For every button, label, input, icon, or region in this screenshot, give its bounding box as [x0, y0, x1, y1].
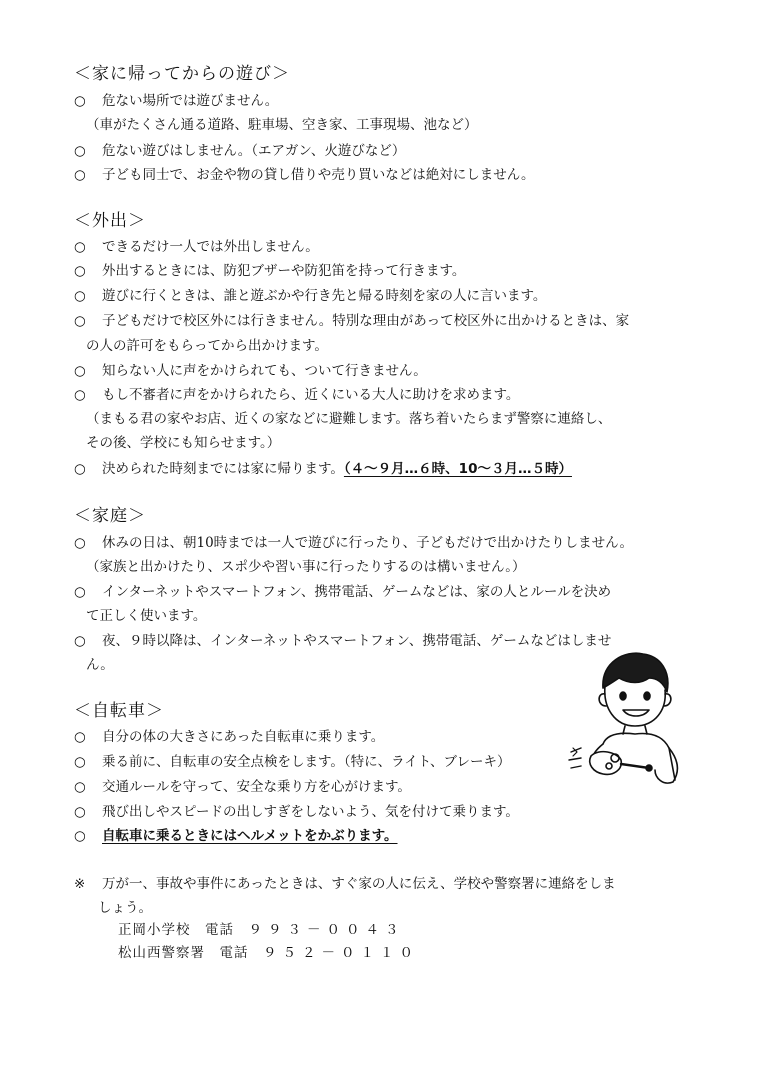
- circle-bullet: ○: [74, 313, 86, 329]
- list-item: [74, 830, 398, 844]
- list-item-continuation: その後、学校にも知らせます。）: [86, 435, 281, 451]
- circle-bullet: ○: [74, 363, 86, 379]
- contact-label: 電話: [219, 945, 249, 961]
- list-item: [74, 781, 411, 795]
- contact-name: 正岡小学校: [118, 922, 191, 938]
- circle-bullet: ○: [74, 387, 86, 403]
- list-item: [74, 756, 511, 770]
- note-mark: ※: [74, 876, 86, 892]
- list-item-continuation: て正しく使います。: [86, 608, 207, 624]
- item-text: 遊びに行くときは、誰と遊ぶかや行き先と帰る時刻を家の人に言います。: [102, 288, 547, 304]
- item-text: インターネットやスマートフォン、携帯電話、ゲームなどは、家の人とルールを決め: [102, 584, 612, 600]
- list-item: [74, 169, 535, 183]
- item-text: 決められた時刻までには家に帰ります。: [102, 461, 344, 477]
- circle-bullet: ○: [74, 779, 86, 795]
- note-continuation: しょう。: [98, 900, 152, 916]
- phone-number: ９９３－００４３: [248, 922, 405, 938]
- list-item: [74, 537, 633, 551]
- item-text: 休みの日は、朝10時までは一人で遊びに行ったり、子どもだけで出かけたりしません。: [102, 535, 633, 551]
- circle-bullet: ○: [74, 263, 86, 279]
- circle-bullet: ○: [74, 828, 86, 844]
- circle-bullet: ○: [74, 93, 86, 109]
- item-text: 夜、９時以降は、インターネットやスマートフォン、携帯電話、ゲームなどはしませ: [102, 633, 612, 649]
- section-title-going-out: ＜外出＞: [74, 211, 146, 231]
- list-item: [74, 145, 405, 159]
- list-item-continuation: （家族と出かけたり、スポ少や習い事に行ったりするのは構いません。）: [86, 559, 526, 575]
- circle-bullet: ○: [74, 239, 86, 255]
- list-item: [74, 315, 629, 329]
- circle-bullet: ○: [74, 143, 86, 159]
- item-text: 子どもだけで校区外には行きません。特別な理由があって校区外に出かけるときは、家: [102, 313, 630, 329]
- item-text: 外出するときには、防犯ブザーや防犯笛を持って行きます。: [102, 263, 466, 279]
- list-item: [74, 806, 519, 820]
- circle-bullet: ○: [74, 167, 86, 183]
- section-title-after-home: ＜家に帰ってからの遊び＞: [74, 64, 290, 84]
- list-item: [74, 241, 319, 255]
- item-text: 交通ルールを守って、安全な乗り方を心がけます。: [102, 779, 411, 795]
- circle-bullet: ○: [74, 535, 86, 551]
- item-text: 子ども同士で、お金や物の貸し借りや売り買いなどは絶対にしません。: [102, 167, 535, 183]
- item-text: 自分の体の大きさにあった自転車に乗ります。: [102, 729, 385, 745]
- section-title-home: ＜家庭＞: [74, 506, 146, 526]
- phone-number: ９５２－０１１０: [263, 945, 419, 961]
- circle-bullet: ○: [74, 729, 86, 745]
- circle-bullet: ○: [74, 804, 86, 820]
- item-text: できるだけ一人では外出しません。: [102, 239, 319, 255]
- list-item: [74, 731, 384, 745]
- circle-bullet: ○: [74, 584, 86, 600]
- list-item-continuation: （車がたくさん通る道路、駐車場、空き家、工事現場、池など）: [86, 117, 478, 133]
- boy-with-bicycle-illustration: [563, 648, 703, 788]
- item-text: 危ない遊びはしません。（エアガン、火遊びなど）: [102, 143, 406, 159]
- list-item: [74, 290, 546, 304]
- list-item: [74, 265, 465, 279]
- list-item-continuation: （まもる君の家やお店、近くの家などに避難します。落ち着いたらまず警察に連絡し、: [86, 411, 612, 427]
- contact-school: [118, 924, 405, 938]
- item-text: 飛び出しやスピードの出しすぎをしないよう、気を付けて乗ります。: [102, 804, 519, 820]
- list-item: [74, 389, 519, 403]
- note-text: 万が一、事故や事件にあったときは、すぐ家の人に伝え、学校や警察署に連絡をしま: [102, 876, 616, 892]
- circle-bullet: ○: [74, 288, 86, 304]
- return-time-note: （４～９月…６時、10～３月…５時）: [343, 461, 572, 477]
- helmet-note: 自転車に乗るときにはヘルメットをかぶります。: [102, 828, 398, 844]
- list-item-continuation: ん。: [86, 657, 114, 673]
- list-item: [74, 463, 572, 477]
- circle-bullet: ○: [74, 633, 86, 649]
- circle-bullet: ○: [74, 461, 86, 477]
- item-text: 知らない人に声をかけられても、ついて行きません。: [102, 363, 427, 379]
- list-item-continuation: の人の許可をもらってから出かけます。: [86, 338, 328, 354]
- section-title-bicycle: ＜自転車＞: [74, 701, 164, 721]
- list-item: [74, 635, 611, 649]
- item-text: 乗る前に、自転車の安全点検をします。（特に、ライト、ブレーキ）: [102, 754, 511, 770]
- item-text: もし不審者に声をかけられたら、近くにいる大人に助けを求めます。: [102, 387, 520, 403]
- contact-police: [118, 947, 419, 961]
- circle-bullet: ○: [74, 754, 86, 770]
- note-line: [74, 878, 616, 892]
- list-item: [74, 365, 427, 379]
- list-item: [74, 95, 278, 109]
- item-text: 危ない場所では遊びません。: [102, 93, 279, 109]
- list-item: [74, 586, 611, 600]
- contact-name: 松山西警察署: [118, 945, 205, 961]
- contact-label: 電話: [205, 922, 234, 938]
